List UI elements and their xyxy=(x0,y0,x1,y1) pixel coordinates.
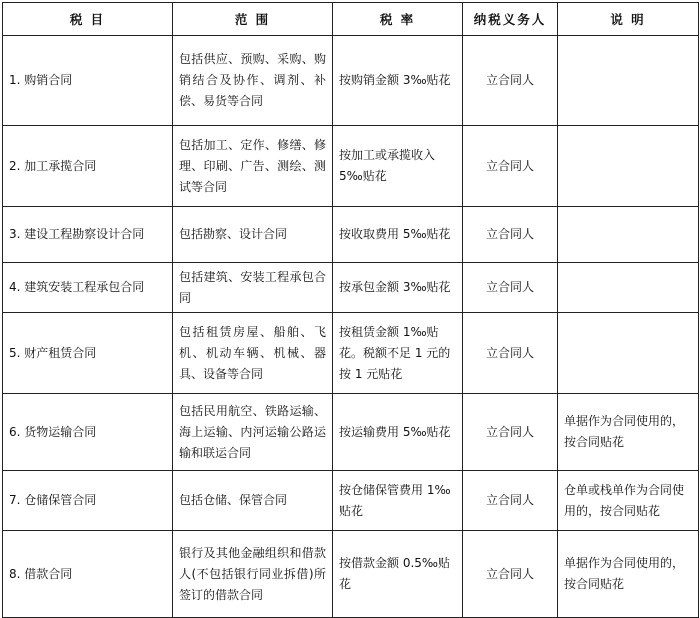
notes-cell: 单据作为合同使用的，按合同贴花 xyxy=(558,531,699,618)
tax-item-cell: 3. 建设工程勘察设计合同 xyxy=(3,207,173,263)
header-tax-rate: 税 率 xyxy=(333,3,463,36)
tax-rate-cell: 按运输费用 5‰贴花 xyxy=(333,394,463,471)
table-row xyxy=(3,207,699,263)
table-row xyxy=(3,126,699,207)
table-row xyxy=(3,531,699,618)
tax-item-cell: 1. 购销合同 xyxy=(3,36,173,126)
tax-rate-cell: 按仓储保管费用 1‰贴花 xyxy=(333,471,463,531)
notes-cell: 单据作为合同使用的，按合同贴花 xyxy=(558,394,699,471)
notes-cell xyxy=(558,36,699,126)
tax-rate-cell: 按借款金额 0.5‰贴花 xyxy=(333,531,463,618)
tax-item-cell: 5. 财产租赁合同 xyxy=(3,313,173,394)
tax-item-cell: 4. 建筑安装工程承包合同 xyxy=(3,263,173,313)
tax-item-cell: 8. 借款合同 xyxy=(3,531,173,618)
notes-cell xyxy=(558,313,699,394)
taxpayer-cell: 立合同人 xyxy=(463,531,558,618)
taxpayer-cell: 立合同人 xyxy=(463,126,558,207)
scope-cell: 银行及其他金融组织和借款人(不包括银行同业拆借)所签订的借款合同 xyxy=(173,531,333,618)
scope-cell: 包括租赁房屋、船舶、飞机、机动车辆、机械、器具、设备等合同 xyxy=(173,313,333,394)
notes-cell: 仓单或栈单作为合同使用的，按合同贴花 xyxy=(558,471,699,531)
header-notes: 说 明 xyxy=(558,3,699,36)
notes-cell xyxy=(558,126,699,207)
taxpayer-cell: 立合同人 xyxy=(463,313,558,394)
scope-cell: 包括民用航空、铁路运输、海上运输、内河运输公路运输和联运合同 xyxy=(173,394,333,471)
taxpayer-cell: 立合同人 xyxy=(463,207,558,263)
table-header xyxy=(3,3,699,36)
header-tax-item: 税 目 xyxy=(3,3,173,36)
scope-cell: 包括建筑、安装工程承包合同 xyxy=(173,263,333,313)
notes-cell xyxy=(558,207,699,263)
table-row xyxy=(3,36,699,126)
header-taxpayer: 纳税义务人 xyxy=(463,3,558,36)
table-body xyxy=(3,36,699,618)
taxpayer-cell: 立合同人 xyxy=(463,394,558,471)
taxpayer-cell: 立合同人 xyxy=(463,471,558,531)
scope-cell: 包括加工、定作、修缮、修理、印刷、广告、测绘、测试等合同 xyxy=(173,126,333,207)
tax-rate-cell: 按收取费用 5‰贴花 xyxy=(333,207,463,263)
tax-rate-cell: 按购销金额 3‰贴花 xyxy=(333,36,463,126)
tax-rate-cell: 按加工或承揽收入 5‰贴花 xyxy=(333,126,463,207)
table-row xyxy=(3,471,699,531)
scope-cell: 包括仓储、保管合同 xyxy=(173,471,333,531)
tax-item-cell: 2. 加工承揽合同 xyxy=(3,126,173,207)
table-row xyxy=(3,263,699,313)
tax-item-cell: 7. 仓储保管合同 xyxy=(3,471,173,531)
scope-cell: 包括供应、预购、采购、购销结合及协作、调剂、补偿、易货等合同 xyxy=(173,36,333,126)
table-row xyxy=(3,394,699,471)
table-row xyxy=(3,313,699,394)
tax-item-cell: 6. 货物运输合同 xyxy=(3,394,173,471)
taxpayer-cell: 立合同人 xyxy=(463,263,558,313)
stamp-tax-table xyxy=(2,2,699,618)
notes-cell xyxy=(558,263,699,313)
header-scope: 范 围 xyxy=(173,3,333,36)
tax-rate-cell: 按租赁金额 1‰贴花。税额不足 1 元的按 1 元贴花 xyxy=(333,313,463,394)
tax-rate-cell: 按承包金额 3‰贴花 xyxy=(333,263,463,313)
header-row xyxy=(3,3,699,36)
scope-cell: 包括勘察、设计合同 xyxy=(173,207,333,263)
taxpayer-cell: 立合同人 xyxy=(463,36,558,126)
